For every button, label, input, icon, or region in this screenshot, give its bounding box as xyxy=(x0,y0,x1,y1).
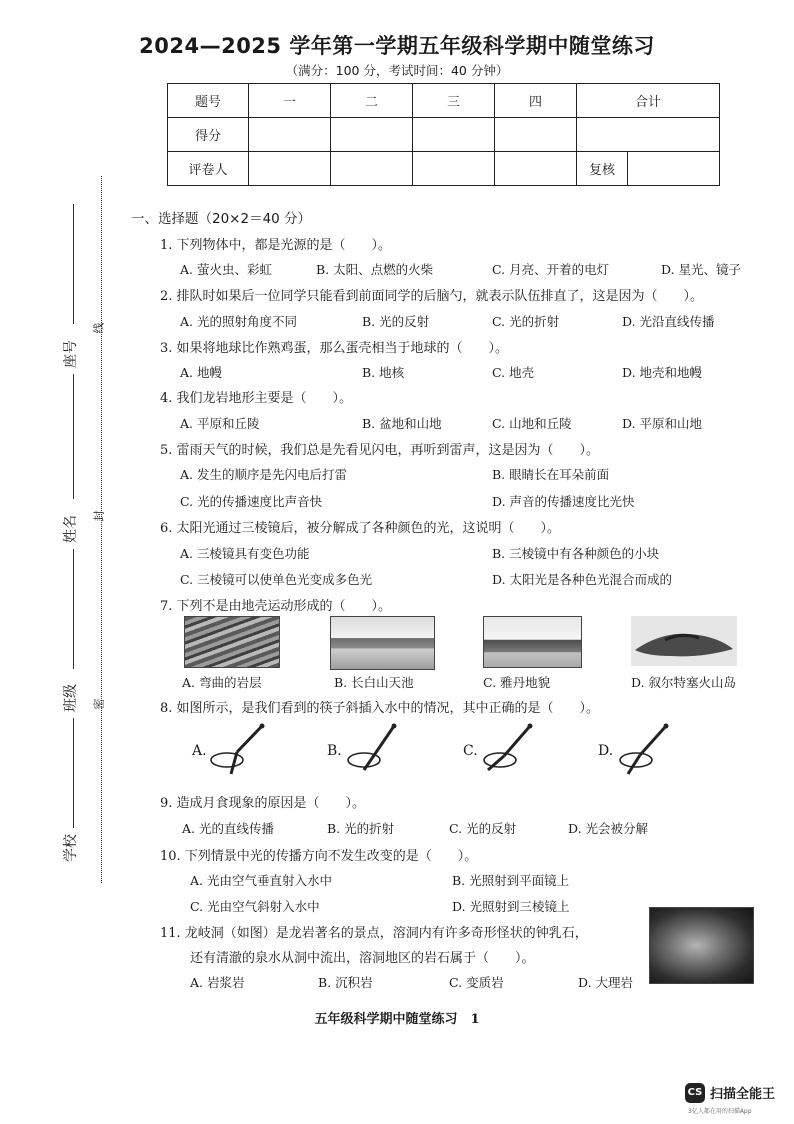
name-underline xyxy=(73,374,74,499)
class-underline xyxy=(73,549,74,669)
option-d[interactable]: D. 太阳光是各种色光混合而成的 xyxy=(492,572,673,587)
option-d[interactable]: D. 地壳和地幔 xyxy=(622,365,703,380)
score-cell[interactable] xyxy=(577,118,720,152)
option-d[interactable]: D. 光照射到三棱镜上 xyxy=(452,899,570,914)
binding-dotted-line xyxy=(101,176,102,883)
option-c[interactable]: C. 光的折射 xyxy=(492,314,560,329)
scanner-logo-icon: CS xyxy=(685,1083,705,1103)
question-stem: 4. 我们龙岩地形主要是（ ）。 xyxy=(160,391,353,406)
question-stem: 9. 造成月食现象的原因是（ ）。 xyxy=(160,796,366,811)
volcanic-island-photo xyxy=(631,616,737,666)
chopstick-in-water-a-icon xyxy=(207,722,271,782)
option-d[interactable]: D. 光沿直线传播 xyxy=(622,314,715,329)
option-b[interactable]: B. 地核 xyxy=(362,365,405,380)
option-c[interactable]: C. xyxy=(463,743,478,759)
school-underline xyxy=(73,718,74,828)
chopstick-in-water-c-icon xyxy=(478,722,542,782)
grader-cell[interactable] xyxy=(495,152,577,186)
option-c[interactable]: C. 月亮、开着的电灯 xyxy=(492,262,610,277)
option-b[interactable]: B. 三棱镜中有各种颜色的小块 xyxy=(492,546,660,561)
scanner-app-name: 扫描全能王 xyxy=(710,1087,776,1102)
question-stem: 10. 下列情景中光的传播方向不发生改变的是（ ）。 xyxy=(160,849,478,864)
option-d[interactable]: D. 光会被分解 xyxy=(568,821,649,836)
grader-cell[interactable] xyxy=(249,152,331,186)
grader-cell[interactable] xyxy=(413,152,495,186)
option-b[interactable]: B. 眼睛长在耳朵前面 xyxy=(492,467,610,482)
score-cell[interactable] xyxy=(331,118,413,152)
question-stem: 6. 太阳光通过三棱镜后，被分解成了各种颜色的光，这说明（ ）。 xyxy=(160,521,561,536)
grader-row-label: 评卷人 xyxy=(168,152,249,186)
exam-info: （满分：100 分，考试时间：40 分钟） xyxy=(285,63,509,78)
question-stem-continued: 还有清澈的泉水从洞中流出，溶洞地区的岩石属于（ ）。 xyxy=(190,951,535,966)
score-header-cell: 合计 xyxy=(577,84,720,118)
score-header-cell: 题号 xyxy=(168,84,249,118)
option-b[interactable]: B. xyxy=(327,743,342,759)
score-row-label: 得分 xyxy=(168,118,249,152)
chopstick-in-water-b-icon xyxy=(342,722,406,782)
option-c[interactable]: C. 山地和丘陵 xyxy=(492,416,572,431)
option-d[interactable]: D. 叙尔特塞火山岛 xyxy=(631,675,737,690)
grader-cell[interactable] xyxy=(331,152,413,186)
option-d[interactable]: D. 平原和山地 xyxy=(622,416,703,431)
option-a[interactable]: A. xyxy=(192,743,207,759)
yardang-landform-photo xyxy=(483,616,582,668)
option-a[interactable]: A. 光的照射角度不同 xyxy=(180,314,297,329)
class-label: 班级 xyxy=(63,684,79,712)
option-a[interactable]: A. 地幔 xyxy=(180,365,222,380)
option-d[interactable]: D. 星光、镜子 xyxy=(661,262,742,277)
option-a[interactable]: A. 发生的顺序是先闪电后打雷 xyxy=(180,467,347,482)
question-stem: 3. 如果将地球比作熟鸡蛋，那么蛋壳相当于地球的（ ）。 xyxy=(160,341,509,356)
score-cell[interactable] xyxy=(413,118,495,152)
school-label: 学校 xyxy=(63,834,79,862)
option-b[interactable]: B. 长白山天池 xyxy=(334,675,414,690)
option-b[interactable]: B. 沉积岩 xyxy=(318,975,373,990)
option-b[interactable]: B. 光的折射 xyxy=(327,821,395,836)
score-cell[interactable] xyxy=(495,118,577,152)
review-cell[interactable] xyxy=(628,152,720,186)
binding-mark-close: 密 xyxy=(92,698,106,710)
option-c[interactable]: C. 三棱镜可以使单色光变成多色光 xyxy=(180,572,373,587)
name-label: 姓名 xyxy=(63,515,79,543)
score-header-cell: 三 xyxy=(413,84,495,118)
review-label: 复核 xyxy=(577,152,628,186)
seat-underline xyxy=(73,204,74,324)
option-c[interactable]: C. 光由空气斜射入水中 xyxy=(190,899,320,914)
option-a[interactable]: A. 岩浆岩 xyxy=(190,975,245,990)
score-header-cell: 四 xyxy=(495,84,577,118)
option-c[interactable]: C. 光的传播速度比声音快 xyxy=(180,494,323,509)
folded-rock-layers-photo xyxy=(184,616,280,668)
score-header-cell: 二 xyxy=(331,84,413,118)
question-stem: 2. 排队时如果后一位同学只能看到前面同学的后脑勺，就表示队伍排直了，这是因为（ ）。 xyxy=(160,289,704,304)
option-c[interactable]: C. 地壳 xyxy=(492,365,535,380)
option-b[interactable]: B. 盆地和山地 xyxy=(362,416,442,431)
question-stem: 11. 龙岐洞（如图）是龙岩著名的景点，溶洞内有许多奇形怪状的钟乳石， xyxy=(160,926,588,941)
score-table xyxy=(167,83,720,186)
cave-photo xyxy=(649,907,754,984)
option-c[interactable]: C. 光的反射 xyxy=(449,821,517,836)
score-header-cell: 一 xyxy=(249,84,331,118)
option-a[interactable]: A. 弯曲的岩层 xyxy=(182,675,262,690)
page-title: 2024—2025 学年第一学期五年级科学期中随堂练习 xyxy=(139,34,655,58)
option-c[interactable]: C. 雅丹地貌 xyxy=(483,675,551,690)
binding-mark-line: 线 xyxy=(92,322,106,334)
page-footer: 五年级科学期中随堂练习 1 xyxy=(314,1012,480,1027)
scanner-tagline: 3亿人都在用的扫描App xyxy=(688,1108,752,1115)
option-a[interactable]: A. 三棱镜具有变色功能 xyxy=(180,546,310,561)
option-a[interactable]: A. 萤火虫、彩虹 xyxy=(180,262,272,277)
score-cell[interactable] xyxy=(249,118,331,152)
option-d[interactable]: D. xyxy=(598,743,614,759)
option-c[interactable]: C. 变质岩 xyxy=(449,975,504,990)
option-a[interactable]: A. 光的直线传播 xyxy=(182,821,274,836)
option-d[interactable]: D. 大理岩 xyxy=(578,975,634,990)
question-stem: 7. 下列不是由地壳运动形成的（ ）。 xyxy=(160,599,392,614)
chopstick-in-water-d-icon xyxy=(612,722,676,782)
seat-label: 座号 xyxy=(63,340,79,368)
binding-mark-seal: 封 xyxy=(92,510,106,522)
option-b[interactable]: B. 太阳、点燃的火柴 xyxy=(316,262,434,277)
option-b[interactable]: B. 光的反射 xyxy=(362,314,430,329)
question-stem: 8. 如图所示，是我们看到的筷子斜插入水中的情况，其中正确的是（ ）。 xyxy=(160,701,600,716)
question-stem: 1. 下列物体中，都是光源的是（ ）。 xyxy=(160,238,392,253)
section-title: 一、选择题（20×2＝40 分） xyxy=(131,211,312,227)
option-d[interactable]: D. 声音的传播速度比光快 xyxy=(492,494,635,509)
option-b[interactable]: B. 光照射到平面镜上 xyxy=(452,873,570,888)
option-a[interactable]: A. 光由空气垂直射入水中 xyxy=(190,873,332,888)
question-stem: 5. 雷雨天气的时候，我们总是先看见闪电，再听到雷声，这是因为（ ）。 xyxy=(160,443,600,458)
option-a[interactable]: A. 平原和丘陵 xyxy=(180,416,260,431)
crater-lake-photo xyxy=(330,616,435,670)
